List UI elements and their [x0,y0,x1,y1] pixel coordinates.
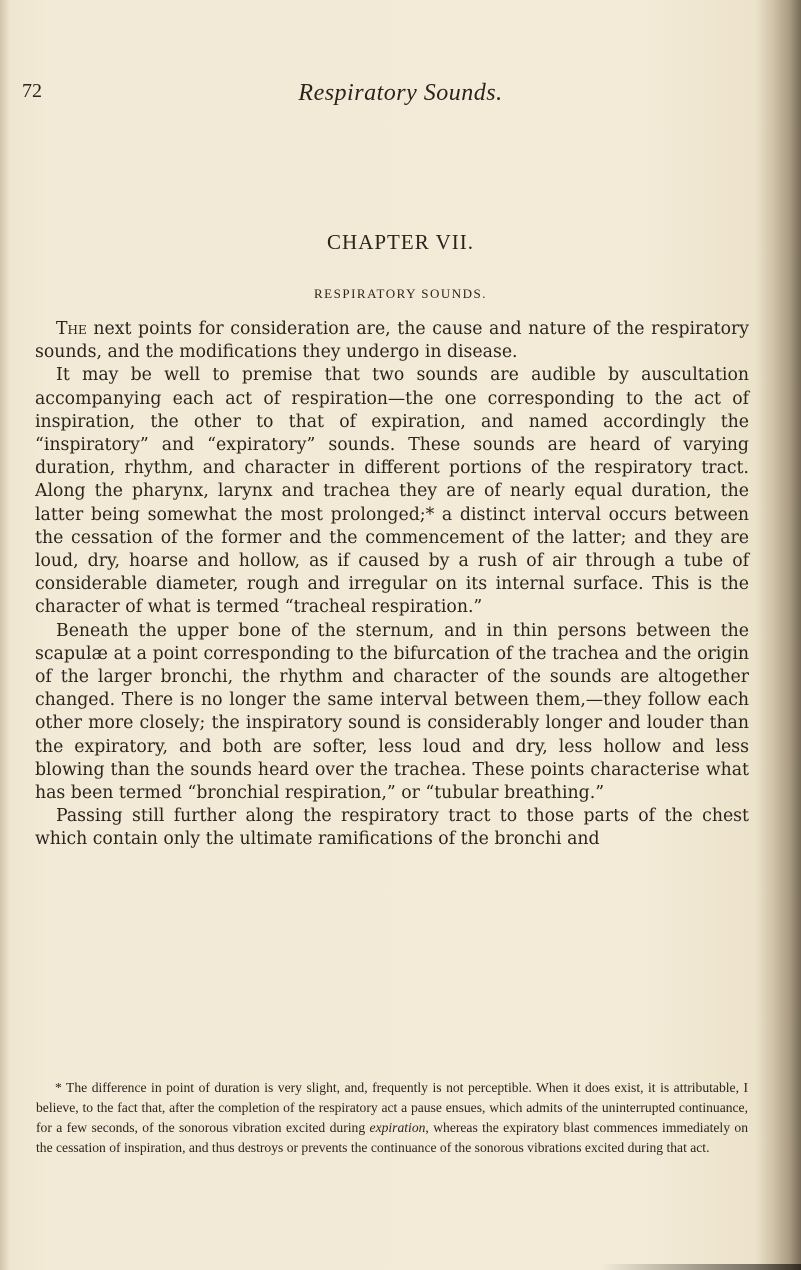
chapter-title: CHAPTER VII. [327,230,474,254]
footnote-text: * The difference in point of duration is very slight, and, frequently is not perceptible. When it does exist, it is attributable, I believe, to the fact that, after the completion of the respiratory act a pause ensues, which admits of the uninterrupted continuance, for a few seconds, of the sonorous vibration excited during [36,1080,748,1135]
body-text [35,318,749,852]
page-left-edge [0,0,10,1270]
footnote-text-end: , whereas the expiratory blast commences immediately on the cessation of inspiration, and thus destroys or prevents the continuance of the sonorous vibrations excited during that act. [36,1120,748,1155]
paragraph [35,620,749,806]
paragraph-text: It may be well to premise that two sounds are audible by auscultation accompanying each act of respiration—the one corresponding to the act of inspiration, the other to that of expiration, and named accordingly the “inspiratory” and “expiratory” sounds. These sounds are heard of varying duration, rhythm, and character in different portions of the respiratory tract. Along the pharynx, larynx and trachea they are of nearly equal duration, the latter being somewhat the most prolonged;* a distinct interval occurs between the cessation of the former and the commencement of the latter; and they are loud, dry, hoarse and hollow, as if caused by a rush of air through a tube of considerable diameter, rough and irregular on its internal surface. This is the character of what is termed “tracheal respiration.” [35,365,749,618]
running-head: Respiratory Sounds. [298,80,503,106]
binding-shadow [755,0,801,1270]
paragraph-lead: The [56,319,87,339]
paragraph-text: Beneath the upper bone of the sternum, and in thin persons between the scapulæ at a point corresponding to the bifurcation of the trachea and the origin of the larger bronchi, the rhythm and character of the sounds are altogether changed. There is no longer the same interval between them,—they follow each other more closely; the inspiratory sound is considerably longer and louder than the expiratory, and both are softer, less loud and dry, less hollow and less blowing than the sounds heard over the trachea. These points characterise what has been termed “bronchial respiration,” or “tubular breathing.” [35,620,749,804]
page-bottom-edge [600,1264,801,1270]
paragraph [35,805,749,851]
paragraph [35,318,749,364]
section-title: RESPIRATORY SOUNDS. [314,286,487,301]
paragraph-text: Passing still further along the respiratory tract to those parts of the chest which contain only the ultimate ramifications of the bronchi and [35,806,749,850]
footnote [36,1078,748,1158]
paragraph [35,364,749,619]
footnote-emphasis: expiration [369,1120,426,1135]
paragraph-text: next points for consideration are, the cause and nature of the respiratory sounds, and the modifications they undergo in disease. [35,319,749,363]
page-number: 72 [22,80,42,102]
